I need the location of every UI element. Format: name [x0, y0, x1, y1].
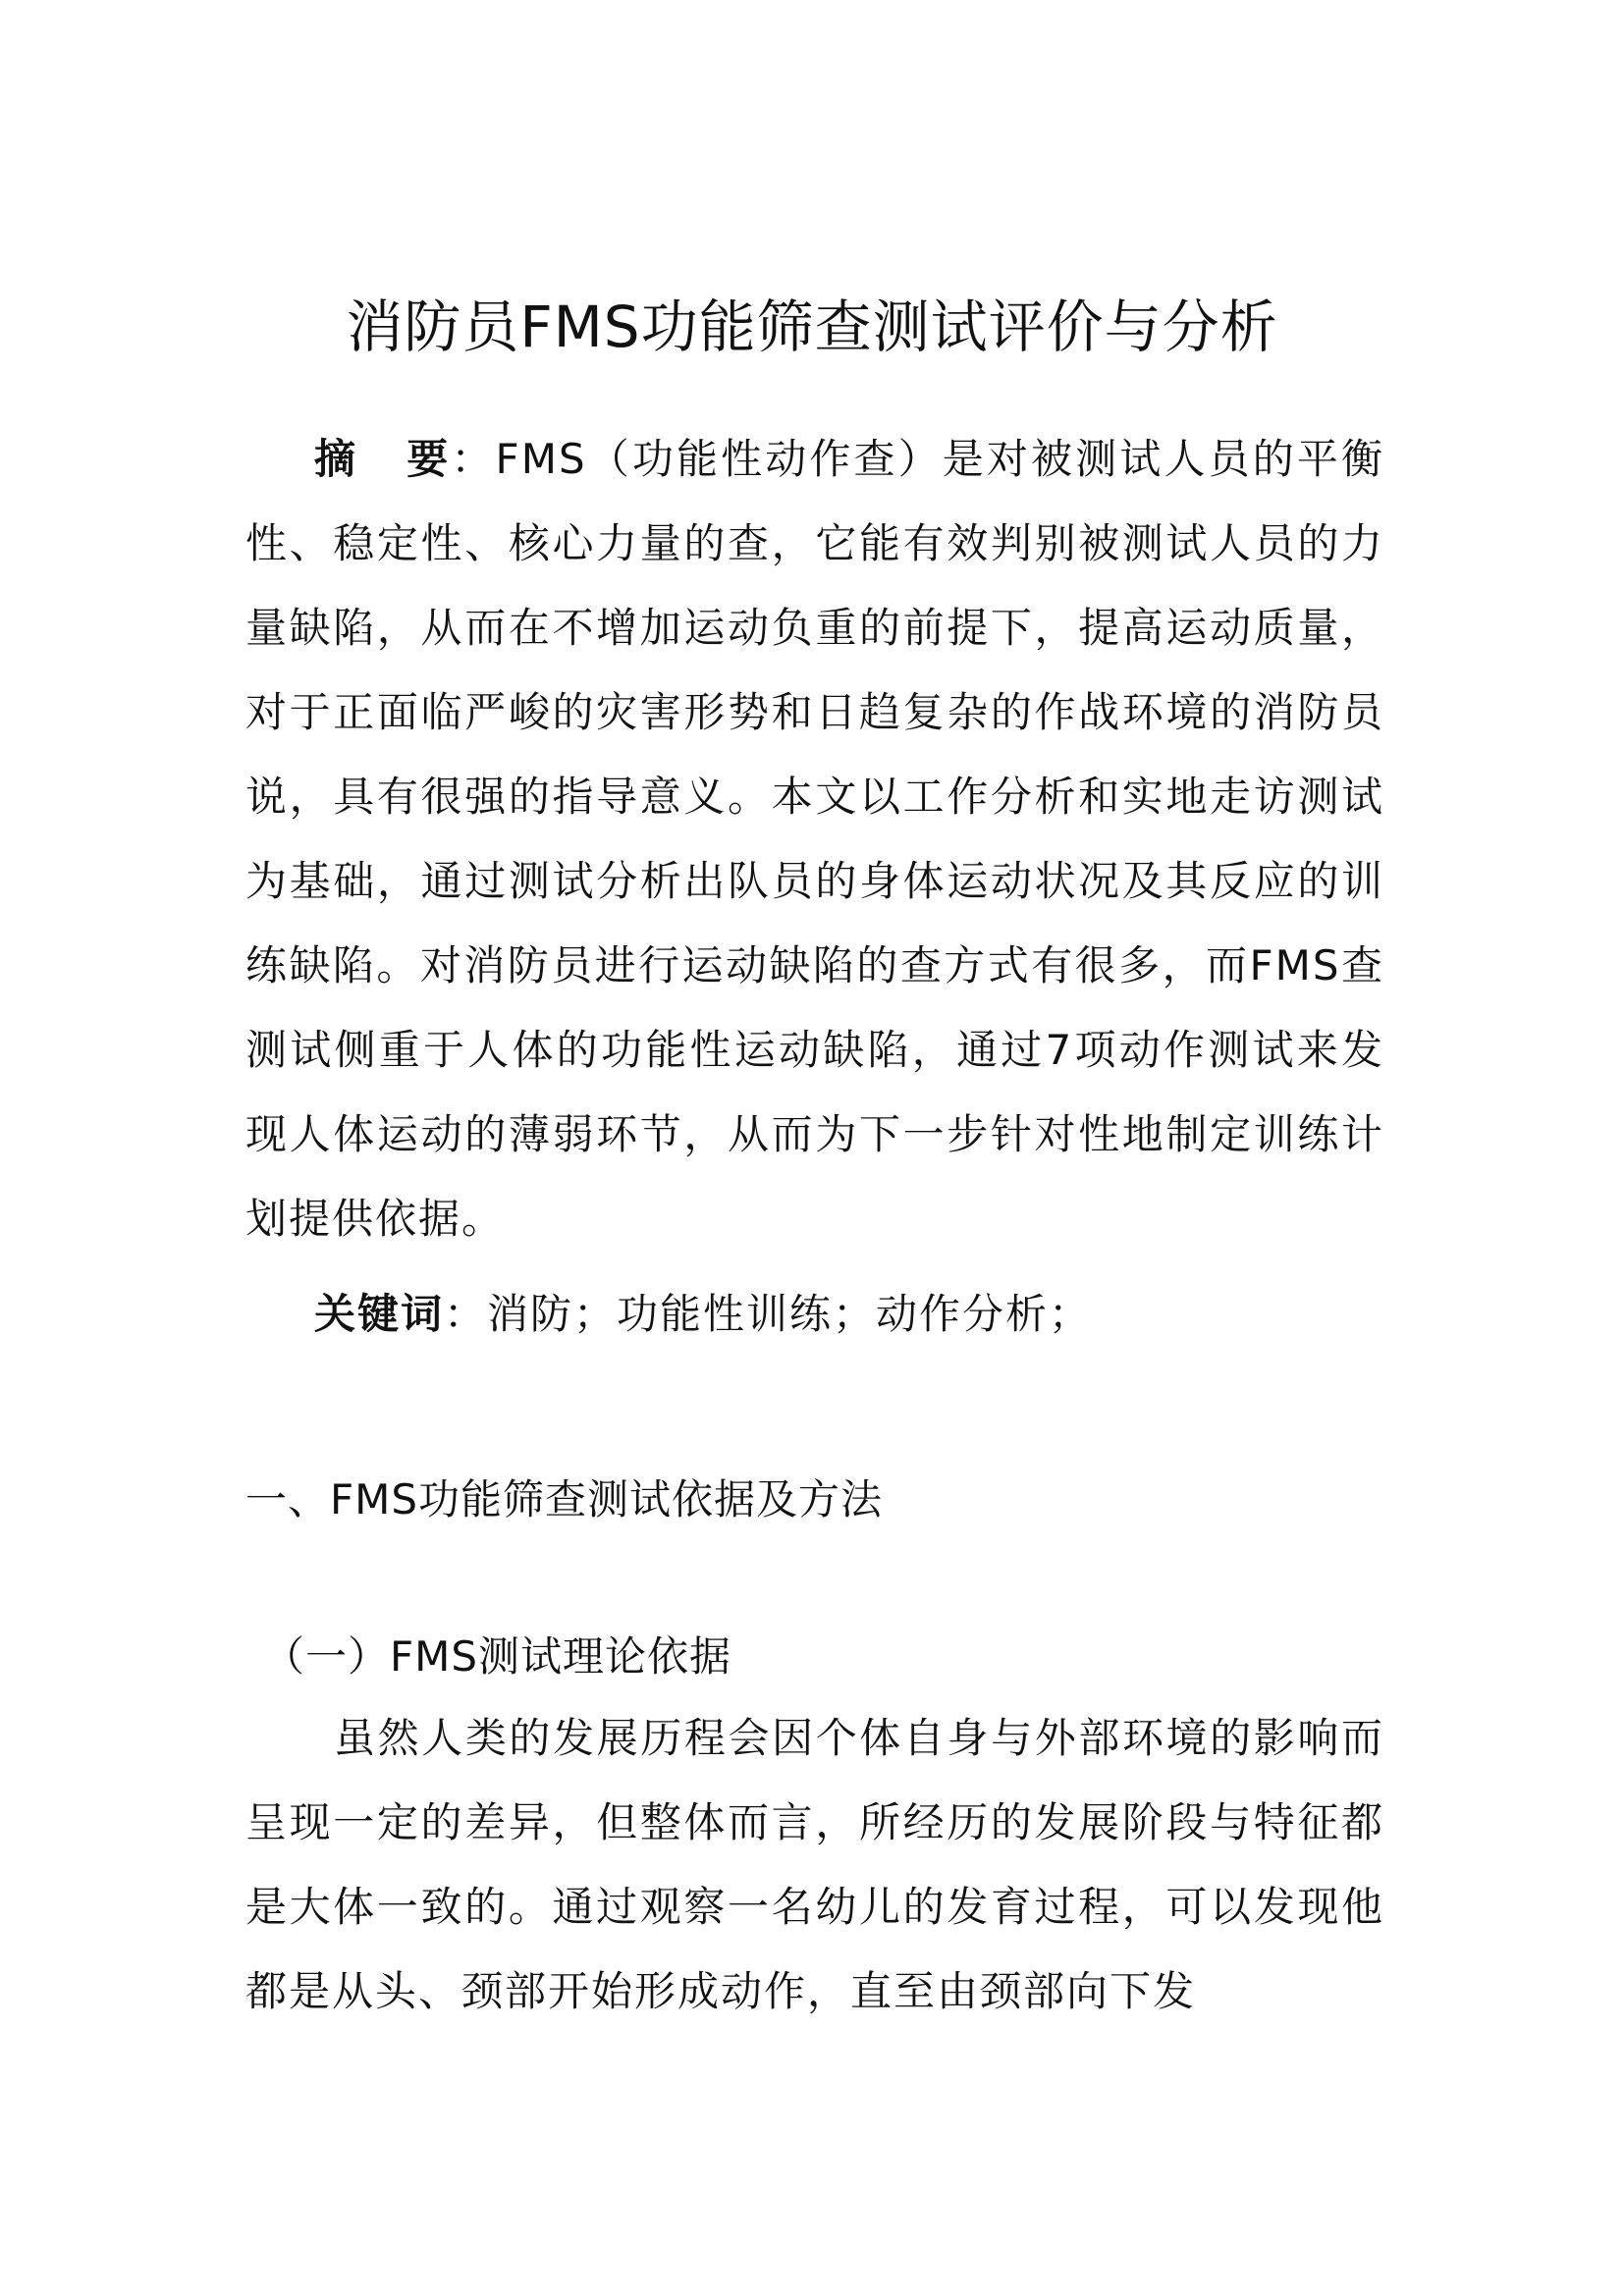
subsection-heading: （一）FMS测试理论依据 — [263, 1632, 732, 1681]
abstract-separator: ： — [451, 435, 496, 483]
keywords-label: 关键词 — [314, 1290, 445, 1338]
keywords-paragraph — [245, 1272, 1384, 1357]
keywords-text: 消防；功能性训练；动作分析； — [487, 1290, 1093, 1338]
document-title: 消防员FMS功能筛查测试评价与分析 — [346, 294, 1278, 360]
abstract-label-first: 摘 — [314, 435, 359, 483]
section-heading: 一、FMS功能筛查测试依据及方法 — [245, 1475, 884, 1523]
body-paragraph: 虽然人类的发展历程会因个体自身与外部环境的影响而呈现一定的差异，但整体而言，所经历的发展阶段与特征都是大体一致的。通过观察一名幼儿的发育过程，可以发现他都是从头、颈部开始形成动作，直至由颈部向下发 — [245, 1714, 1384, 2015]
abstract-label-second: 要 — [406, 435, 452, 483]
keywords-separator: ： — [444, 1290, 488, 1338]
abstract-paragraph — [245, 417, 1384, 1261]
document-page — [245, 0, 1384, 2296]
abstract-text: FMS（功能性动作查）是对被测试人员的平衡性、稳定性、核心力量的查，它能有效判别被测试人员的力量缺陷，从而在不增加运动负重的前提下，提高运动质量，对于正面临严峻的灾害形势和日趋复杂的作战环境的消防员说，具有很强的指导意义。本文以工作分析和实地走访测试为基础，通过测试分析出队员的身体运动状况及其反应的训练缺陷。对消防员进行运动缺陷的查方式有很多，而FMS查测试侧重于人体的功能性运动缺陷，通过7项动作测试来发现人体运动的薄弱环节，从而为下一步针对性地制定训练计划提供依据。 — [245, 435, 1384, 1243]
abstract-label — [314, 435, 451, 483]
